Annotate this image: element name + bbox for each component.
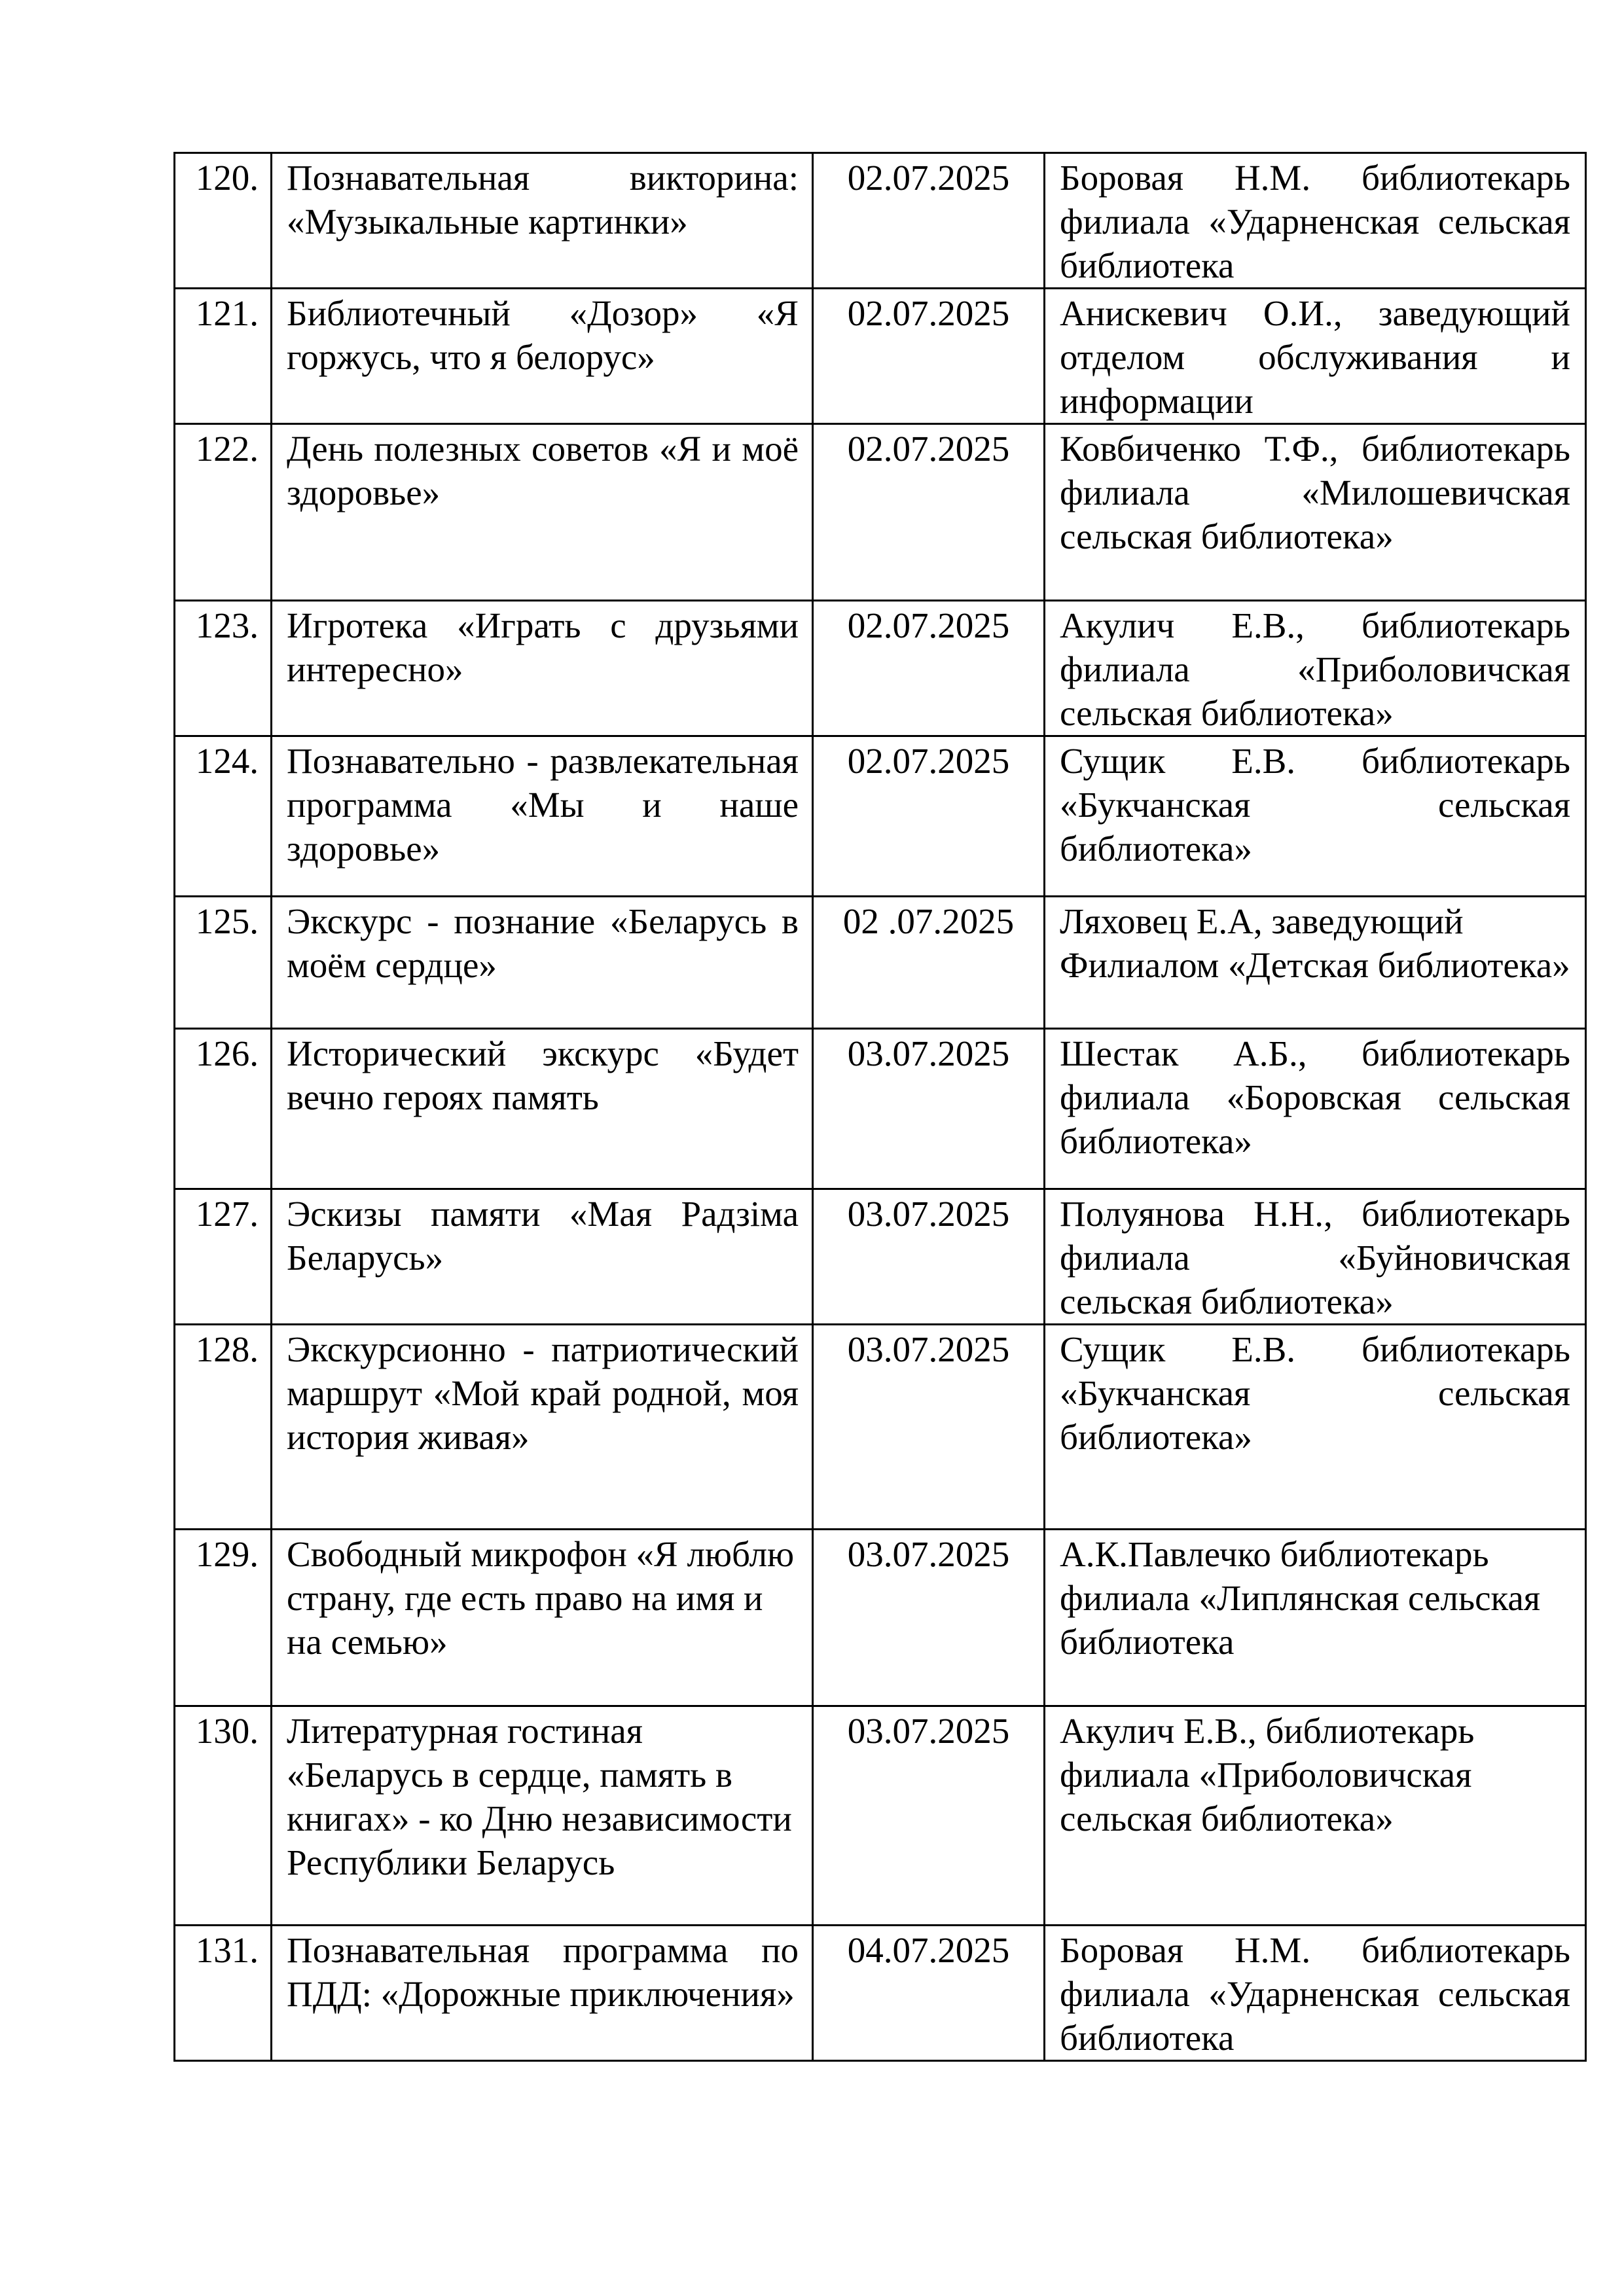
event-date: 04.07.2025 [813, 1926, 1045, 2061]
event-responsible: Полуянова Н.Н., библиотекарь филиала «Буйновичская сельская библиотека» [1045, 1189, 1586, 1325]
row-number: 126. [175, 1029, 272, 1189]
events-table [173, 152, 1587, 2062]
event-responsible: Акулич Е.В., библиотекарь филиала «Приболовичская сельская библиотека» [1045, 1706, 1586, 1926]
event-name: День полезных советов «Я и моё здоровье» [272, 424, 813, 601]
row-number: 122. [175, 424, 272, 601]
event-date: 03.07.2025 [813, 1189, 1045, 1325]
table-row [175, 1926, 1586, 2061]
table-row [175, 424, 1586, 601]
event-name: Экскурс - познание «Беларусь в моём сердце» [272, 897, 813, 1029]
table-row [175, 601, 1586, 736]
event-responsible: Сущик Е.В. библиотекарь «Букчанская сельская библиотека» [1045, 1325, 1586, 1530]
row-number: 128. [175, 1325, 272, 1530]
row-number: 121. [175, 289, 272, 424]
table-row [175, 1530, 1586, 1706]
row-number: 130. [175, 1706, 272, 1926]
event-name: Познавательная викторина: «Музыкальные картинки» [272, 153, 813, 289]
table-row [175, 1189, 1586, 1325]
row-number: 124. [175, 736, 272, 897]
event-date: 03.07.2025 [813, 1029, 1045, 1189]
event-name: Познавательная программа по ПДД: «Дорожные приключения» [272, 1926, 813, 2061]
row-number: 129. [175, 1530, 272, 1706]
event-date: 02.07.2025 [813, 601, 1045, 736]
event-date: 02.07.2025 [813, 153, 1045, 289]
event-responsible: Боровая Н.М. библиотекарь филиала «Ударненская сельская библиотека [1045, 153, 1586, 289]
table-row [175, 1706, 1586, 1926]
event-responsible: Шестак А.Б., библиотекарь филиала «Боровская сельская библиотека» [1045, 1029, 1586, 1189]
event-date: 02 .07.2025 [813, 897, 1045, 1029]
event-name: Свободный микрофон «Я люблю страну, где есть право на имя и на семью» [272, 1530, 813, 1706]
table-row [175, 289, 1586, 424]
row-number: 127. [175, 1189, 272, 1325]
table-row [175, 153, 1586, 289]
event-date: 02.07.2025 [813, 289, 1045, 424]
event-name: Эскизы памяти «Мая Радзіма Беларусь» [272, 1189, 813, 1325]
row-number: 125. [175, 897, 272, 1029]
event-name: Библиотечный «Дозор» «Я горжусь, что я белорус» [272, 289, 813, 424]
event-responsible: Акулич Е.В., библиотекарь филиала «Приболовичская сельская библиотека» [1045, 601, 1586, 736]
event-date: 02.07.2025 [813, 424, 1045, 601]
row-number: 131. [175, 1926, 272, 2061]
event-responsible: Анискевич О.И., заведующий отделом обслуживания и информации [1045, 289, 1586, 424]
event-responsible: Сущик Е.В. библиотекарь «Букчанская сельская библиотека» [1045, 736, 1586, 897]
table-row [175, 897, 1586, 1029]
row-number: 120. [175, 153, 272, 289]
event-name: Игротека «Играть с друзьями интересно» [272, 601, 813, 736]
event-responsible: Ляховец Е.А, заведующий Филиалом «Детская библиотека» [1045, 897, 1586, 1029]
event-name: Экскурсионно - патриотический маршрут «Мой край родной, моя история живая» [272, 1325, 813, 1530]
row-number: 123. [175, 601, 272, 736]
table-row [175, 736, 1586, 897]
event-date: 03.07.2025 [813, 1325, 1045, 1530]
table-row [175, 1325, 1586, 1530]
event-responsible: Ковбиченко Т.Ф., библиотекарь филиала «Милошевичская сельская библиотека» [1045, 424, 1586, 601]
event-responsible: Боровая Н.М. библиотекарь филиала «Ударненская сельская библиотека [1045, 1926, 1586, 2061]
table-row [175, 1029, 1586, 1189]
event-date: 03.07.2025 [813, 1530, 1045, 1706]
event-date: 02.07.2025 [813, 736, 1045, 897]
event-name: Познавательно - развлекательная программа «Мы и наше здоровье» [272, 736, 813, 897]
event-responsible: А.К.Павлечко библиотекарь филиала «Липлянская сельская библиотека [1045, 1530, 1586, 1706]
event-name: Литературная гостиная «Беларусь в сердце, память в книгах» - ко Дню независимости Республики Беларусь [272, 1706, 813, 1926]
event-date: 03.07.2025 [813, 1706, 1045, 1926]
event-name: Исторический экскурс «Будет вечно героях память [272, 1029, 813, 1189]
